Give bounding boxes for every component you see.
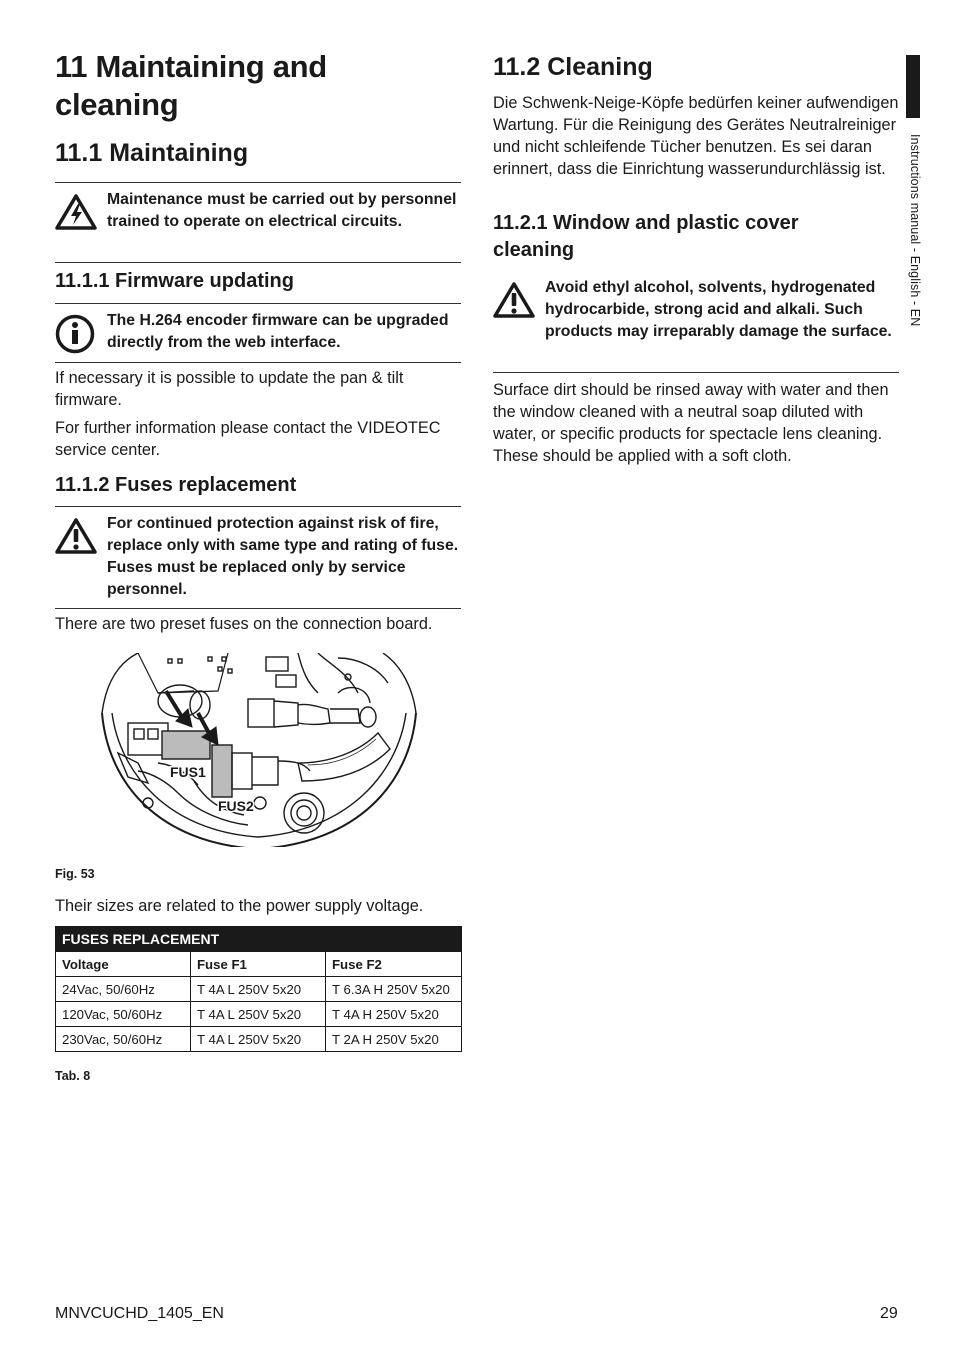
window-cleaning-paragraph: Surface dirt should be rinsed away with water and then the window cleaned with a neutral soap diluted with water, or specific products for spectacle lens cleaning. These should be applied with a soft cloth. [493,381,889,465]
section-heading-maintaining: 11.1 Maintaining [55,139,249,167]
footer-page-number: 29 [880,1305,898,1322]
cell-fuse-f1: T 4A L 250V 5x20 [191,977,326,1002]
cell-fuse-f2: T 6.3A H 250V 5x20 [326,977,462,1002]
warning-icon [55,518,97,554]
fuses-paragraph-2: Their sizes are related to the power supply voltage. [55,897,424,915]
side-label: Instructions manual - English - EN [908,134,922,327]
fus1-label: FUS1 [170,764,206,780]
table-row [56,1027,462,1052]
connection-board-figure [98,653,420,847]
figure-caption: Fig. 53 [55,867,95,881]
section-heading-cleaning: 11.2 Cleaning [493,53,653,81]
header-fuse-f1: Fuse F1 [191,952,326,977]
header-voltage: Voltage [56,952,191,977]
info-icon [55,314,95,354]
fuses-replacement-table [55,926,462,1052]
header-fuse-f2: Fuse F2 [326,952,462,977]
fuses-paragraph-1: There are two preset fuses on the connection board. [55,615,433,633]
cell-voltage: 24Vac, 50/60Hz [56,977,191,1002]
cleaning-paragraph: Die Schwenk-Neige-Köpfe bedürfen keiner aufwendigen Wartung. Für die Reinigung des Gerätes Neutralreiniger und nicht schleifende Tücher benutzen. Es sei daran erinnert, dass die Einrichtung wasserundurchlässig ist. [493,94,899,178]
cell-fuse-f2: T 4A H 250V 5x20 [326,1002,462,1027]
cell-voltage: 230Vac, 50/60Hz [56,1027,191,1052]
electrical-hazard-icon [55,194,97,230]
firmware-info-note [55,303,461,363]
warning-icon [493,282,535,318]
section-heading-fuses: 11.1.2 Fuses replacement [55,474,297,496]
section-heading-firmware: 11.1.1 Firmware updating [55,270,294,292]
fire-warning-note [55,506,461,609]
table-header-row [56,952,462,977]
fus2-label: FUS2 [218,798,254,814]
firmware-info-text: The H.264 encoder firmware can be upgraded directly from the web interface. [107,312,449,351]
firmware-paragraph-2: For further information please contact the VIDEOTEC service center. [55,419,441,459]
cell-fuse-f2: T 2A H 250V 5x20 [326,1027,462,1052]
side-tab-marker [906,55,920,118]
section-heading-window-cleaning: 11.2.1 Window and plastic cover cleaning [493,212,799,261]
fire-warning-text: For continued protection against risk of fire, replace only with same type and rating of fuse. Fuses must be replaced only by service personnel. [107,515,459,598]
cleaning-warning-note [493,272,899,373]
cleaning-warning-text: Avoid ethyl alcohol, solvents, hydrogenated hydrocarbide, strong acid and alkali. Such products may irreparably damage the surface. [545,279,892,340]
electrical-warning-text: Maintenance must be carried out by personnel trained to operate on electrical circuits. [107,191,457,230]
cell-fuse-f1: T 4A L 250V 5x20 [191,1027,326,1052]
firmware-paragraph-1: If necessary it is possible to update the pan & tilt firmware. [55,369,404,409]
cell-voltage: 120Vac, 50/60Hz [56,1002,191,1027]
table-row [56,977,462,1002]
table-title: FUSES REPLACEMENT [56,927,462,952]
chapter-title: 11 Maintaining and cleaning [55,49,327,122]
table-row [56,1002,462,1027]
table-caption: Tab. 8 [55,1069,91,1083]
footer-doc-code: MNVCUCHD_1405_EN [55,1305,224,1322]
cell-fuse-f1: T 4A L 250V 5x20 [191,1002,326,1027]
electrical-warning-note [55,182,461,263]
